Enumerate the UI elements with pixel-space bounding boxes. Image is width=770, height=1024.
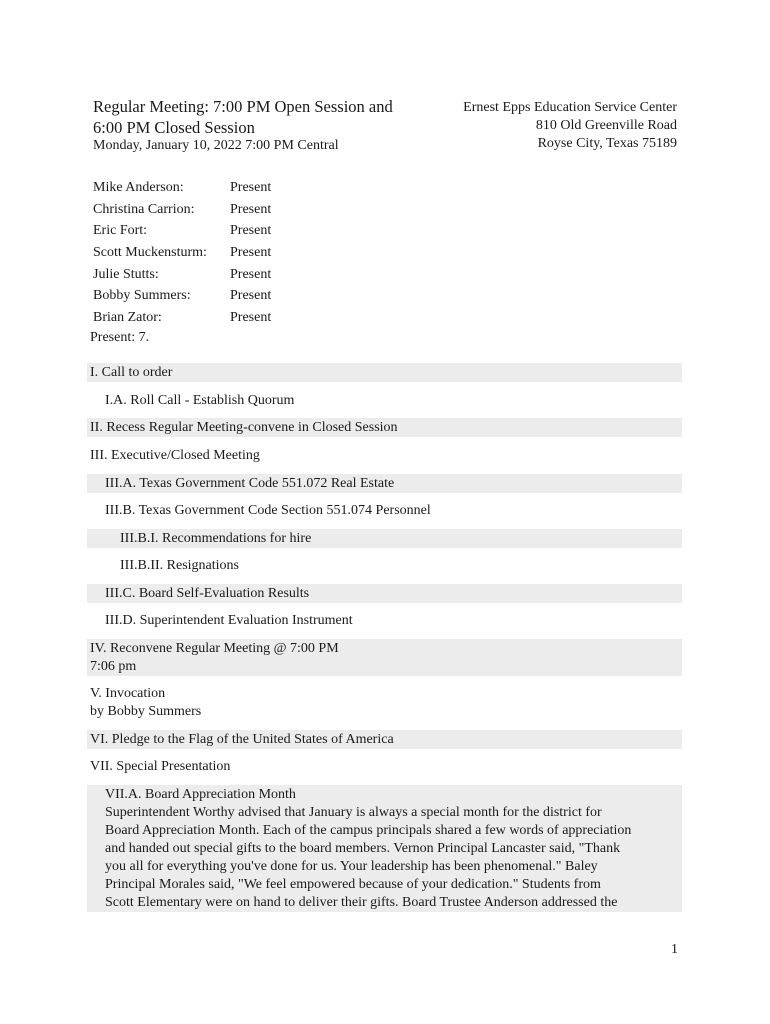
agenda-item-title: III.B. Texas Government Code Section 551.074 Personnel (105, 503, 431, 518)
agenda-item (87, 529, 682, 548)
agenda-item-title: IV. Reconvene Regular Meeting @ 7:00 PM (90, 641, 339, 656)
member-status: Present (230, 201, 272, 217)
agenda-item (87, 757, 682, 776)
address-line: Royse City, Texas 75189 (537, 136, 677, 151)
agenda-item-text: and handed out special gifts to the board members. Vernon Principal Lancaster said, "Thank (105, 841, 621, 856)
agenda-item-text: Principal Morales said, "We feel empowered because of your dedication." Students from (105, 877, 601, 892)
attendance-row (93, 199, 271, 221)
member-name: Julie Stutts: (93, 266, 159, 282)
agenda-item-title: VII. Special Presentation (90, 759, 231, 774)
agenda-item-text: you all for everything you've done for us. Your leadership has been phenomenal." Baley (105, 859, 598, 874)
agenda-item-title: III.D. Superintendent Evaluation Instrument (105, 613, 353, 628)
agenda-item (87, 584, 682, 603)
meeting-date: Monday, January 10, 2022 7:00 PM Central (93, 138, 339, 153)
member-name: Scott Muckensturm: (93, 244, 207, 260)
present-count: Present: 7. (90, 330, 150, 345)
agenda-item-title: V. Invocation (90, 686, 166, 701)
agenda-item (87, 474, 682, 493)
agenda-item-text: Superintendent Worthy advised that January is always a special month for the district for (105, 805, 602, 820)
member-name: Mike Anderson: (93, 179, 184, 195)
agenda-item-title: III. Executive/Closed Meeting (90, 448, 260, 463)
agenda-item-title: I.A. Roll Call - Establish Quorum (105, 393, 295, 408)
agenda-item-title: III.C. Board Self-Evaluation Results (105, 586, 310, 601)
agenda-item (87, 418, 682, 437)
agenda-item (87, 363, 682, 382)
agenda-item-title: VII.A. Board Appreciation Month (105, 787, 296, 802)
agenda-item-text: 7:06 pm (90, 659, 137, 674)
meeting-title: Regular Meeting: 7:00 PM Open Session and 6:00 PM Closed Session (93, 97, 393, 137)
member-name: Brian Zator: (93, 309, 162, 325)
attendance-table (93, 177, 271, 329)
attendance-row (93, 242, 271, 264)
member-name: Christina Carrion: (93, 201, 195, 217)
member-status: Present (230, 309, 272, 325)
agenda-item-text: by Bobby Summers (90, 704, 202, 719)
agenda-item-text: Scott Elementary were on hand to deliver their gifts. Board Trustee Anderson addressed the (105, 895, 618, 910)
attendance-row (93, 220, 271, 242)
attendance-row (93, 307, 271, 329)
member-status: Present (230, 288, 272, 304)
attendance-row (93, 177, 271, 199)
member-status: Present (230, 266, 272, 282)
agenda-item (87, 501, 682, 520)
member-status: Present (230, 244, 272, 260)
address-line: Ernest Epps Education Service Center (463, 100, 677, 115)
member-name: Eric Fort: (93, 223, 148, 239)
agenda-item (87, 611, 682, 630)
agenda-item (87, 391, 682, 410)
agenda-item (87, 684, 682, 721)
attendance-row (93, 285, 271, 307)
agenda-item-title: III.B.II. Resignations (120, 558, 239, 573)
agenda-item-title: VI. Pledge to the Flag of the United States of America (90, 732, 394, 747)
agenda-item-text: Board Appreciation Month. Each of the campus principals shared a few words of appreciation (105, 823, 632, 838)
agenda-item-title: I. Call to order (90, 365, 173, 380)
agenda-item (87, 730, 682, 749)
member-status: Present (230, 179, 272, 195)
agenda-item-title: II. Recess Regular Meeting-convene in Closed Session (90, 420, 398, 435)
agenda-item-title: III.B.I. Recommendations for hire (120, 531, 312, 546)
agenda-item-title: III.A. Texas Government Code 551.072 Real Estate (105, 476, 395, 491)
agenda-item (87, 446, 682, 465)
page-number: 1 (671, 942, 678, 957)
attendance-row (93, 264, 271, 286)
agenda-item (87, 556, 682, 575)
agenda-item (87, 785, 682, 912)
member-status: Present (230, 223, 272, 239)
meeting-address (463, 99, 677, 153)
agenda-item (87, 639, 682, 676)
member-name: Bobby Summers: (93, 288, 191, 304)
address-line: 810 Old Greenville Road (535, 118, 677, 133)
